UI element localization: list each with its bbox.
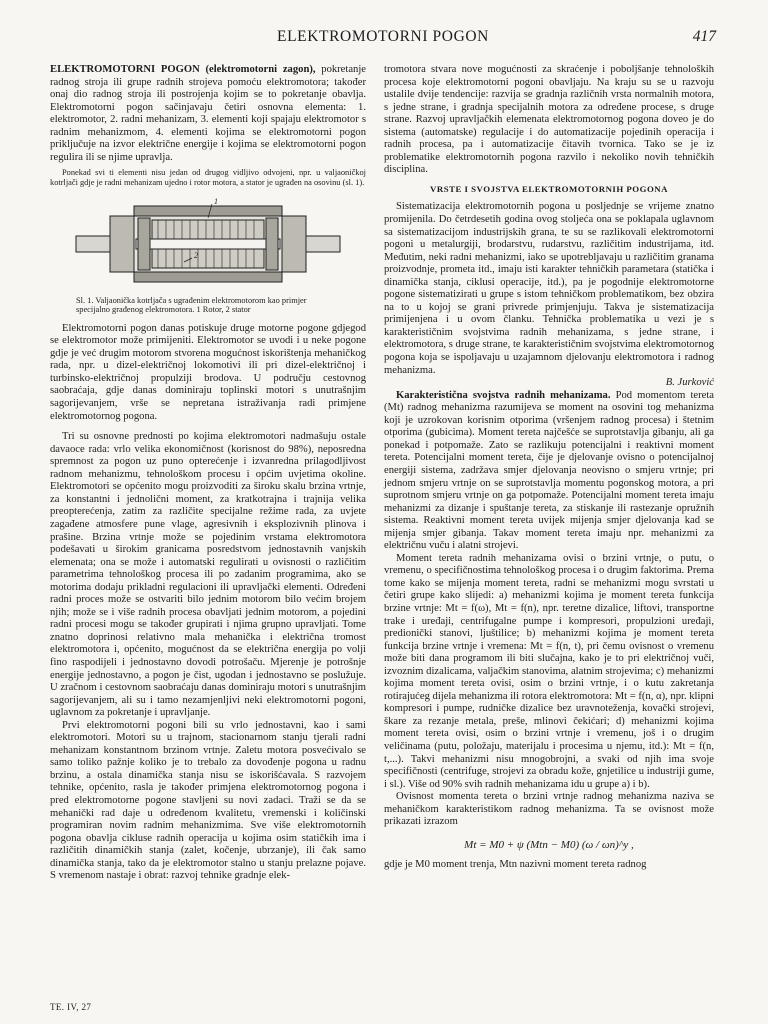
paragraph: Elektromotorni pogon danas potiskuje druge motorne pogone gdjegod se elektromotor može primijeniti. Elektromotor se uvodi i u neke pogone gdje je već drugim motorom stvorena mogućnost iskorištenja mehaničkog rada, npr. u dizel-električnoj lokomotivi ili pri dizel-električnoj i turbinsko-električnoj propulziji brodova. U području cestovnog saobraćaja, gdje danas dominiraju toplinski motori s unutrašnjim sagorijevanjem, vrše se nepretana istraživanja radi primjene elektromotornog pogona.: [50, 322, 366, 422]
entry-headword: ELEKTROMOTORNI POGON (elektromotorni zagon),: [50, 64, 316, 75]
paragraph: Sistematizacija elektromotornih pogona u posljednje se vrijeme znatno promijenila. Do četrdesetih godina ovog stoljeća ona se poklapala uglavnom sa sistematizacijom industrijskih grana, te su se razlikovali elektromotorni pogoni u metalurgiji, brodarstvu, rudarstvu, različitim industrijama, itd. Međutim, neki radni mehanizmi, iako se upotrebljavaju u različitim granama proizvodnje, prometa itd., imaju isti karakter tehničkih parametara (statička i dinamička stanja, ciklusi operacije, itd.), pa je pogodnije elektromotorne pogone sistematizirati u grupe s istom tehničkom problematikom, bez obzira na to u kojoj se grani privrede primjenjuju. Takva je sistematizacija primijenjena i u ovom članku. Tehnička problematika u vezi je s karakterističnim svojstvima radnih mehanizama, s jedne strane, i elektromotora, s druge strane, te karakterističnim svojstvima elektromotornog pogona koja se ispoljavaju u uzajamnom djelovanju elektromotora i radnog mehanizma.: [384, 201, 714, 376]
subsection-heading: Karakteristična svojstva radnih mehanizama.: [396, 389, 611, 401]
subsection-body: Pod momentom tereta (Mt) radnog mehanizma razumijeva se moment na osovini tog mehanizma koji je uzrokovan korisnim otporima (vršenjem radnog procesa) i štetnim otporima (gubicima). Moment tereta najčešće se suprotstavlja gibanju, ali ga ponekad i potpomaže. Zato se razlikuju potencijalni i reaktivni moment tereta. Potencijalni moment tereta, čije je djelovanje ovisno o potencijalnoj energiji sistema, zadržava smjer djelovanja neovisno o smjeru vrtnje; pri jednom smjeru vrtnje on se suprotstavlja momentu pogonskog motora, a pri suprotnom smjeru vrtnje on ga potpomaže. Potencijalni moment tereta imaju mehanizmi za dizanje i spuštanje tereta, za stiskanje ili rastezanje opružnih sistema. Reaktivni moment tereta uvijek mijenja smjer djelovanja kad se mijenja smjer gibanja. Takav moment tereta imaju npr. mehanizmi za električnu vuču i alatni strojevi.: [384, 389, 714, 552]
section-heading: VRSTE I SVOJSTVA ELEKTROMOTORNIH POGONA: [430, 183, 668, 194]
paragraph: Tri su osnovne prednosti po kojima elektromotori nadmašuju ostale davaoce rada: vrlo velika ekonomičnost (korisnost do 98%), neposredna spremnost za pogon uz puno opterećenje i izvanredna prilagodljivost radnom mehanizmu, tehnološkom procesu i općim uvjetima okoline. Elektromotori se općenito mogu proizvoditi za široku skalu brzina vrtnje, za konstantni i jednolični moment, za kratkotrajna i trajnija velika preopterećenja, zatim za različite specijalne režime rada, za uvjete zagađene atmosfere pune vlage, agresivnih i eksplozivnih plinova i prašine. Brzina vrtnje može se pojedinim vrstama elektromotora podešavati u širokim granicama posredstvom jednostavnih vanjskih elemenata; ona se može i automatski regulirati u ovisnosti o različitim parametrima tehnološkog procesa ili po zadanim programima, ako se motorima dodaju prikladni regulacioni ili upravljački elementi. Određeni radni proces može se ostvariti bilo jednim motorom bilo većim brojem njih; može se i više radnih procesa obavljati jednim motorom, a pojedini radni procesi mogu se također grupirati i njima grupno upravljati. Tome znatno doprinosi relativno mala mehanička i električna tromost elektromotora i, općenito, mogućnost da se električna energija po volji fino raspodijeli i jednostavno dovodi potrošaču. Mjerenje je potrošnje energije jednostavno, a pogon je čist, ugodan i jednostavno se poslužuje. U zračnom i cestovnom saobraćaju danas dominiraju motori s unutrašnjim sagorijevanjem, ali su i tamo nezamjenljivi neki elektromotorni pogoni, uglavnom za pokretanje i upravljanje.: [50, 431, 366, 719]
page-number: 417: [692, 28, 716, 45]
left-column: [50, 64, 366, 883]
right-column: [384, 64, 714, 872]
paragraph: Moment tereta radnih mehanizama ovisi o brzini vrtnje, o putu, o vremenu, o specifičnostima tehnološkog procesa i o drugim faktorima. Prema tome kako se mijenja moment tereta, radni se mehanizmi mogu svrstati u četiri grupe kako slijedi: a) mehanizmi kojima je moment tereta funkcija brzine vrtnje: Mt = f(ω), Mt = f(n), npr. teretne dizalice, liftovi, transportne trake i uređaji, centrifugalne pumpe i kompresori, propulzioni uređaji, predionički stanovi, ljuštilice; b) mehanizmi kojima je moment tereta funkcija brzine vrtnje i vremena: Mt = f(n, t), pri čemu ovisnost o vremenu može biti dana programom ili biti slučajna, kako je to pri električnoj vuči, izvoznim dizalicama, valjačkim stanovima, alatnim strojevima; c) mehanizmi kojima moment tereta ovisi, osim o brzini vrtnje, i o kutu zakretanja rotirajućeg dijela mehanizma ili rotora elektromotora: Mt = f(n, α), npr. klipni kompresori i pumpe, rudničke dizalice bez uravnoteženja, kovački strojevi, škare za rezanje metala, preše, mlinovi čekićari; d) mehanizmi kojima moment tereta ovisi, osim o brzini vrtnje i vremenu, još i o drugim veličinama (putu, položaju, materijalu i procesima u njemu, itd.): Mt = f(n, t,...). Takvi mehanizmi nisu mnogobrojni, a svaki od njih ima svoje specifičnosti (centrifuge, strojevi za obradu kože, gnjetilice u industriji gume, i sl.). Više od 90% svih radnih mehanizama idu u grupe a) i b).: [384, 552, 714, 790]
roller-drawing: [72, 196, 344, 292]
figure-1: [50, 196, 366, 315]
page-footer: TE. IV, 27: [50, 1002, 92, 1012]
figure-caption: Sl. 1. Valjaonička kotrljača s ugrađenim elektromotorom kao primjer specijalno građenog elektromotora. 1 Rotor, 2 stator: [76, 295, 307, 315]
paragraph: tromotora stvara nove mogućnosti za skraćenje i poboljšanje tehnoloških procesa koje elektromotorni pogoni obavljaju. Na kraju su se u razvoju ustalile dvije tendencije: razvija se gradnja različnih vrsta normalnih motora, s jedne strane, i gradnja specijalnih motora za određene procese, s druge strane. Razvoj upravljačkih elemenata elektromotornog pogona doveo je do sistema (automatske) regulacije i do automatizacije pojedinih operacija i radnih procesa, pa i automatizacije čitavih tvornica. Tako se je iz problematike elektromotornih pogona razvilo i nekoliko novih tehničkih disciplina.: [384, 64, 714, 176]
entry-definition: pokretanje radnog stroja ili grupe radnih strojeva pomoću elektromotora; također onaj dio radnog stroja ili postrojenja kojim se to pokretanje obavlja. Elektromotorni pogon sačinjavaju četiri osnovna elementa: 1. elektromotor, 2. radni mehanizam, 3. elementi koji spajaju elektromotor s radnim mehanizmom, 4. elementi kojima se elektromotorni pogon priključuje na izvor električne energije i kojima se elektromotorni pogon regulira ili se njime upravlja.: [50, 64, 366, 163]
author-signature: B. Jurković: [665, 377, 714, 389]
roller-illustration: [72, 196, 344, 292]
entry-intro-paragraph: [50, 64, 366, 164]
equation: Mt = M0 + ψ (Mtn − M0) (ω / ωn)^y ,: [464, 838, 634, 851]
paragraph: gdje je M0 moment trenja, Mtn nazivni moment tereta radnog: [384, 859, 647, 871]
figure-label-1: 1: [214, 196, 218, 206]
subsection-paragraph: [384, 390, 714, 553]
paragraph: Prvi elektromotorni pogoni bili su vrlo jednostavni, kao i sami elektromotori. Motori su u trajnom, stacionarnom stanju tjerali radni mehanizam konstantnom brzinom vrtnje. Zaletu motora posvećivalo se samo toliko pažnje koliko je to trebalo za dovođenje pogona u radnu brzinu, a ostala dinamička stanja nisu se iskorišćavala. S razvojem tehnike, općenito, rasla je također primjena elektromotornog pogona i pred elektromotorne pogone stavljeni su novi zadaci. Traži se da se mehanički rad daje u određenom kvalitetu, vremenski i količinski programiran novim radnim mehanizmima. Sve više elektromotornih pogona obavlja cikluse radnih operacija u kojima osim statičkih ima i različitih dinamičkih stanja (zalet, kočenje, ubrzanje), ili čak samo dinamička stanja, tako da je elektromotor stalno u stanju prelazne pojave. S vremenom nastaje i obrat: razvoj tehnike gradnje elek-: [50, 719, 366, 882]
small-note: Ponekad svi ti elementi nisu jedan od drugog vidljivo odvojeni, npr. u valjaoničkoj kotrljači gdje je radni mehanizam ujedno i rotor motora, a stator je ugrađen na osovinu (sl. 1).: [50, 168, 366, 187]
figure-label-2: 2: [194, 250, 198, 260]
page-header: [50, 28, 716, 52]
paragraph: Ovisnost momenta tereta o brzini vrtnje radnog mehanizma naziva se mehaničkom karakteristikom radnog mehanizma. Ta se ovisnost može prikazati izrazom: [384, 791, 714, 828]
running-title: ELEKTROMOTORNI POGON: [277, 28, 489, 45]
